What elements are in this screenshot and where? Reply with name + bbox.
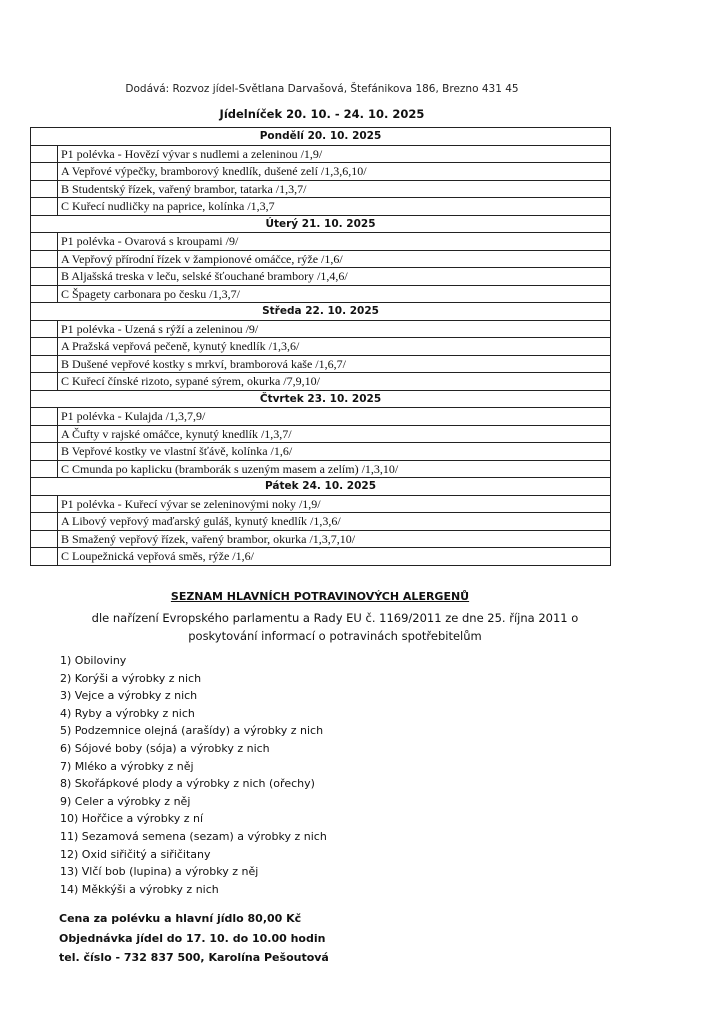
order-deadline-line: Objednávka jídel do 17. 10. do 10.00 hodin xyxy=(59,931,326,945)
menu-item: B Smažený vepřový řízek, vařený brambor, okurka /1,3,7,10/ xyxy=(58,530,611,548)
order-cell xyxy=(31,355,58,373)
day-header: Pondělí 20. 10. 2025 xyxy=(31,128,611,146)
allergen-item: 6) Sójové boby (sója) a výrobky z nich xyxy=(60,741,270,755)
allergen-item: 12) Oxid siřičitý a siřičitany xyxy=(60,847,211,861)
allergen-item: 10) Hořčice a výrobky z ní xyxy=(60,812,204,826)
menu-item-row xyxy=(31,268,611,286)
menu-item-row xyxy=(31,408,611,426)
allergen-subtitle: dle nařízení Evropského parlamentu a Rady EU č. 1169/2011 ze dne 25. října 2011 o poskytování informací o potravinách spotřebitelům xyxy=(91,611,579,643)
day-header: Středa 22. 10. 2025 xyxy=(31,303,611,321)
allergen-list xyxy=(60,652,327,898)
menu-item-row xyxy=(31,443,611,461)
menu-item: P1 polévka - Hovězí vývar s nudlemi a zeleninou /1,9/ xyxy=(58,145,611,163)
menu-item-row xyxy=(31,338,611,356)
menu-item: P1 polévka - Uzená s rýží a zeleninou /9/ xyxy=(58,320,611,338)
allergen-item: 5) Podzemnice olejná (arašídy) a výrobky z nich xyxy=(60,724,324,738)
menu-item-row xyxy=(31,145,611,163)
day-header: Pátek 24. 10. 2025 xyxy=(31,478,611,496)
day-header-row xyxy=(31,128,611,146)
footer-info xyxy=(59,909,329,968)
order-cell xyxy=(31,443,58,461)
menu-item: C Kuřecí nudličky na paprice, kolínka /1,3,7 xyxy=(58,198,611,216)
menu-item: A Pražská vepřová pečeně, kynutý knedlík /1,3,6/ xyxy=(58,338,611,356)
day-header: Úterý 21. 10. 2025 xyxy=(31,215,611,233)
allergen-item: 2) Korýši a výrobky z nich xyxy=(60,671,202,685)
order-cell xyxy=(31,548,58,566)
order-cell xyxy=(31,425,58,443)
order-cell xyxy=(31,495,58,513)
allergen-item: 7) Mléko a výrobky z něj xyxy=(60,759,194,773)
menu-item: A Vepřový přírodní řízek v žampionové omáčce, rýže /1,6/ xyxy=(58,250,611,268)
menu-item: B Aljašská treska v leču, selské šťouchané brambory /1,4,6/ xyxy=(58,268,611,286)
menu-item-row xyxy=(31,163,611,181)
menu-item: P1 polévka - Ovarová s kroupami /9/ xyxy=(58,233,611,251)
order-cell xyxy=(31,460,58,478)
menu-item-row xyxy=(31,495,611,513)
menu-item: B Vepřové kostky ve vlastní šťávě, kolínka /1,6/ xyxy=(58,443,611,461)
order-cell xyxy=(31,233,58,251)
allergen-heading: SEZNAM HLAVNÍCH POTRAVINOVÝCH ALERGENŮ xyxy=(170,590,470,603)
order-cell xyxy=(31,408,58,426)
supplier-line: Dodává: Rozvoz jídel-Světlana Darvašová, Štefánikova 186, Brezno 431 45 xyxy=(125,83,519,95)
price-line: Cena za polévku a hlavní jídlo 80,00 Kč xyxy=(59,912,302,925)
order-cell xyxy=(31,513,58,531)
day-header-row xyxy=(31,303,611,321)
allergen-item: 11) Sezamová semena (sezam) a výrobky z nich xyxy=(60,829,327,843)
order-cell xyxy=(31,250,58,268)
allergen-item: 3) Vejce a výrobky z nich xyxy=(60,689,198,703)
allergen-item: 13) Vlčí bob (lupina) a výrobky z něj xyxy=(60,865,259,879)
menu-item: C Cmunda po kaplicku (bramborák s uzeným masem a zelím) /1,3,10/ xyxy=(58,460,611,478)
menu-item-row xyxy=(31,320,611,338)
menu-item: C Špagety carbonara po česku /1,3,7/ xyxy=(58,285,611,303)
order-cell xyxy=(31,268,58,286)
menu-item-row xyxy=(31,198,611,216)
menu-item: P1 polévka - Kuřecí vývar se zeleninovými noky /1,9/ xyxy=(58,495,611,513)
menu-item-row xyxy=(31,373,611,391)
menu-item-row xyxy=(31,425,611,443)
menu-item: C Loupežnická vepřová směs, rýže /1,6/ xyxy=(58,548,611,566)
menu-item: A Vepřové výpečky, bramborový knedlík, dušené zelí /1,3,6,10/ xyxy=(58,163,611,181)
allergen-item: 4) Ryby a výrobky z nich xyxy=(60,706,195,720)
menu-item-row xyxy=(31,355,611,373)
menu-item: A Čufty v rajské omáčce, kynutý knedlík /1,3,7/ xyxy=(58,425,611,443)
menu-item-row xyxy=(31,513,611,531)
menu-item-row xyxy=(31,548,611,566)
allergen-item: 14) Měkkýši a výrobky z nich xyxy=(60,882,219,896)
menu-item-row xyxy=(31,285,611,303)
order-cell xyxy=(31,145,58,163)
order-cell xyxy=(31,285,58,303)
allergen-item: 9) Celer a výrobky z něj xyxy=(60,794,191,808)
order-cell xyxy=(31,373,58,391)
day-header-row xyxy=(31,215,611,233)
phone-line: tel. číslo - 732 837 500, Karolína Pešoutová xyxy=(59,951,329,964)
menu-item-row xyxy=(31,530,611,548)
order-cell xyxy=(31,180,58,198)
day-header-row xyxy=(31,390,611,408)
order-cell xyxy=(31,320,58,338)
menu-item-row xyxy=(31,233,611,251)
menu-item-row xyxy=(31,460,611,478)
menu-item: B Studentský řízek, vařený brambor, tatarka /1,3,7/ xyxy=(58,180,611,198)
day-header: Čtvrtek 23. 10. 2025 xyxy=(31,390,611,408)
menu-title: Jídelníček 20. 10. - 24. 10. 2025 xyxy=(219,107,425,121)
menu-item-row xyxy=(31,180,611,198)
day-header-row xyxy=(31,478,611,496)
menu-item: P1 polévka - Kulajda /1,3,7,9/ xyxy=(58,408,611,426)
allergen-item: 8) Skořápkové plody a výrobky z nich (ořechy) xyxy=(60,777,315,791)
order-cell xyxy=(31,163,58,181)
menu-item-row xyxy=(31,250,611,268)
allergen-item: 1) Obiloviny xyxy=(60,654,127,667)
order-cell xyxy=(31,338,58,356)
menu-item: B Dušené vepřové kostky s mrkví, bramborová kaše /1,6,7/ xyxy=(58,355,611,373)
menu-item: A Libový vepřový maďarský guláš, kynutý knedlík /1,3,6/ xyxy=(58,513,611,531)
order-cell xyxy=(31,198,58,216)
menu-item: C Kuřecí čínské rizoto, sypané sýrem, okurka /7,9,10/ xyxy=(58,373,611,391)
menu-table xyxy=(30,127,611,566)
order-cell xyxy=(31,530,58,548)
